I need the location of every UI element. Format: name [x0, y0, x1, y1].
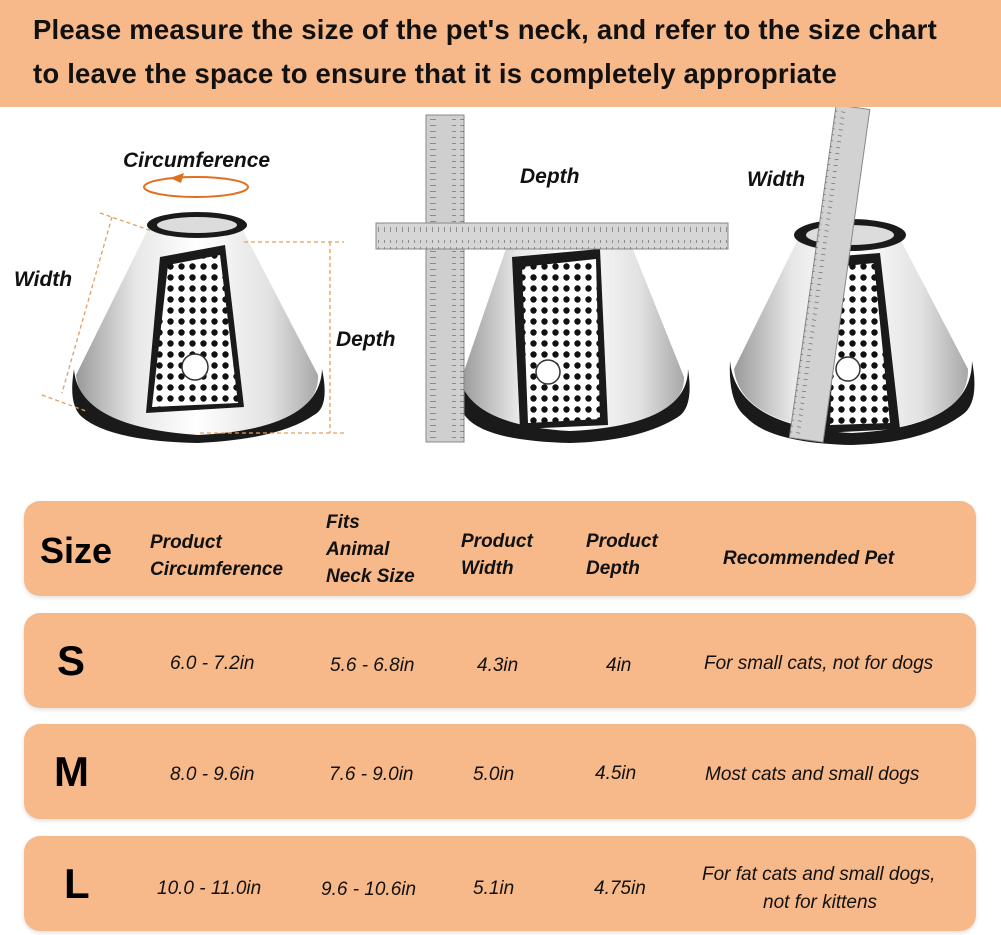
right-cone-icon [730, 219, 975, 445]
header-neck-size: Fits Animal Neck Size [326, 512, 415, 587]
row-recommended-pet-line2: not for kittens [763, 892, 878, 913]
row-circumference: 6.0 - 7.2in [170, 653, 255, 674]
horizontal-ruler-icon [376, 223, 728, 249]
row-recommended-pet: For small cats, not for dogs [704, 653, 934, 674]
measurement-illustrations [0, 107, 1001, 487]
width-label-left: Width [14, 268, 73, 291]
header-width: Product Width [461, 531, 533, 579]
circumference-label: Circumference [123, 149, 271, 172]
header-banner [0, 0, 1001, 107]
table-row [24, 613, 976, 708]
banner-line-2: to leave the space to ensure that it is completely appropriate [33, 58, 838, 89]
width-label-right: Width [747, 168, 806, 191]
size-table-header [24, 501, 976, 596]
circumference-arrow-icon [144, 173, 248, 197]
depth-label-middle: Depth [520, 165, 580, 188]
depth-label-left: Depth [336, 328, 396, 351]
banner-line-1: Please measure the size of the pet's neck, and refer to the size chart [33, 14, 937, 45]
row-depth: 4.75in [594, 878, 646, 899]
vertical-ruler-icon [426, 115, 464, 442]
table-row [24, 836, 976, 931]
row-circumference: 8.0 - 9.6in [170, 764, 255, 785]
row-depth: 4.5in [595, 763, 637, 784]
row-width: 4.3in [477, 655, 519, 676]
header-circumference: Product Circumference [150, 532, 284, 580]
header-size: Size [40, 530, 113, 571]
left-cone-icon [72, 212, 324, 443]
middle-cone-icon [457, 225, 690, 443]
row-neck-size: 7.6 - 9.0in [329, 764, 414, 785]
row-recommended-pet: Most cats and small dogs [705, 764, 920, 785]
row-depth: 4in [606, 655, 632, 676]
header-depth: Product Depth [586, 531, 658, 579]
row-size: L [64, 860, 90, 907]
row-size: S [57, 637, 86, 684]
header-recommended-pet: Recommended Pet [723, 548, 895, 569]
row-width: 5.1in [473, 878, 515, 899]
row-size: M [54, 748, 89, 795]
row-recommended-pet: For fat cats and small dogs, [702, 864, 936, 885]
row-neck-size: 5.6 - 6.8in [330, 655, 415, 676]
row-width: 5.0in [473, 764, 515, 785]
row-neck-size: 9.6 - 10.6in [321, 879, 417, 900]
row-circumference: 10.0 - 11.0in [157, 878, 262, 899]
table-row [24, 724, 976, 819]
